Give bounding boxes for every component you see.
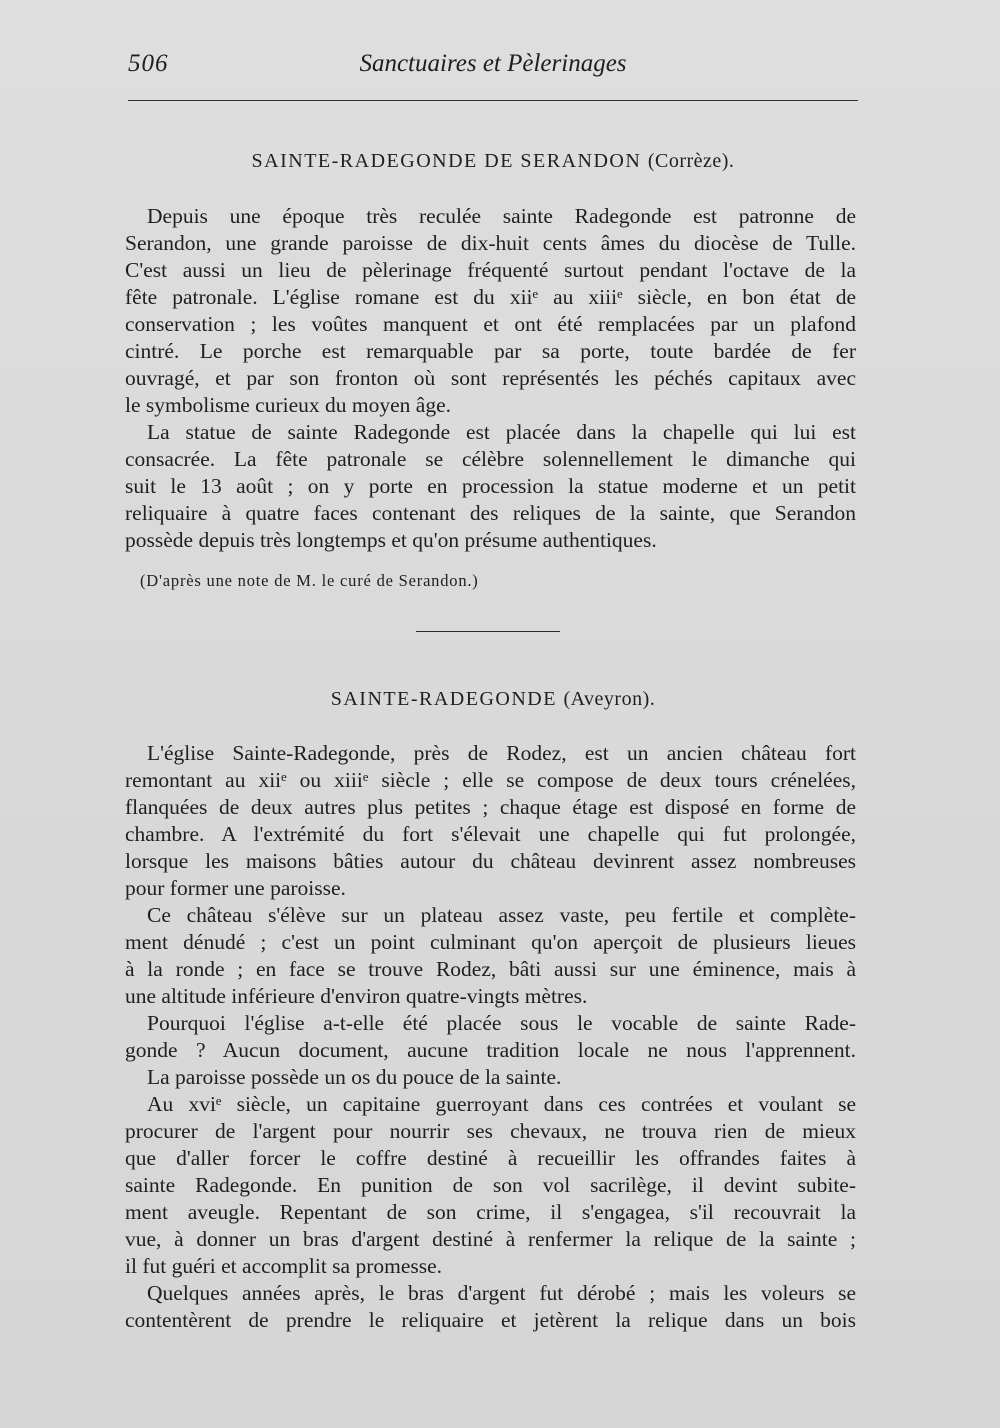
- text-line: une altitude inférieure d'environ quatre-vingts mètres.: [125, 984, 588, 1008]
- text-line: La paroisse possède un os du pouce de la sainte.: [147, 1065, 562, 1089]
- text-line: à la ronde ; en face se trouve Rodez, bâti aussi sur une éminence, mais à: [125, 957, 856, 981]
- section-divider: [416, 631, 560, 632]
- text-line: consacrée. La fête patronale se célèbre solennellement le dimanche qui: [125, 447, 856, 471]
- section-region: (Corrèze).: [647, 150, 735, 172]
- header-rule: [128, 100, 858, 101]
- text-line: fête patronale. L'église romane est du xiiᵉ au xiiiᵉ siècle, en bon état de: [125, 285, 856, 309]
- text-line: remontant au xiiᵉ ou xiiiᵉ siècle ; elle se compose de deux tours crénelées,: [125, 768, 856, 792]
- text-line: C'est aussi un lieu de pèlerinage fréquenté surtout pendant l'octave de la: [125, 258, 856, 282]
- text-line: que d'aller forcer le coffre destiné à recueillir les offrandes faites à: [125, 1146, 856, 1170]
- text-line: ment aveugle. Repentant de son crime, il s'engagea, s'il recouvrait la: [125, 1200, 856, 1224]
- section-region: (Aveyron).: [563, 688, 656, 710]
- text-line: Serandon, une grande paroisse de dix-huit cents âmes du diocèse de Tulle.: [125, 231, 856, 255]
- text-line: L'église Sainte-Radegonde, près de Rodez, est un ancien château fort: [147, 741, 856, 765]
- section-heading-aveyron: [128, 688, 858, 711]
- section-body-aveyron: [125, 740, 856, 1334]
- text-line: le symbolisme curieux du moyen âge.: [125, 393, 452, 417]
- text-line: chambre. A l'extrémité du fort s'élevait une chapelle qui fut prolongée,: [125, 822, 856, 846]
- text-line: cintré. Le porche est remarquable par sa porte, toute bardée de fer: [125, 339, 856, 363]
- text-line: Ce château s'élève sur un plateau assez vaste, peu fertile et complète-: [147, 903, 856, 927]
- section-title: SAINTE-RADEGONDE: [330, 688, 557, 710]
- section-title: SAINTE-RADEGONDE DE SERANDON: [251, 150, 642, 172]
- text-line: pour former une paroisse.: [125, 876, 346, 900]
- section-body-serandon: [125, 203, 856, 554]
- text-line: suit le 13 août ; on y porte en procession la statue moderne et un petit: [125, 474, 856, 498]
- text-line: La statue de sainte Radegonde est placée dans la chapelle qui lui est: [147, 420, 856, 444]
- text-line: contentèrent de prendre le reliquaire et jetèrent la relique dans un bois: [125, 1308, 856, 1332]
- text-line: sainte Radegonde. En punition de son vol sacrilège, il devint subite-: [125, 1173, 856, 1197]
- text-line: lorsque les maisons bâties autour du château devinrent assez nombreuses: [125, 849, 856, 873]
- text-line: Pourquoi l'église a-t-elle été placée sous le vocable de sainte Rade-: [147, 1011, 856, 1035]
- text-line: possède depuis très longtemps et qu'on présume authentiques.: [125, 528, 657, 552]
- source-note: (D'après une note de M. le curé de Serandon.): [140, 571, 479, 590]
- text-line: procurer de l'argent pour nourrir ses chevaux, ne trouva rien de mieux: [125, 1119, 856, 1143]
- text-line: conservation ; les voûtes manquent et ont été remplacées par un plafond: [125, 312, 856, 336]
- text-line: ment dénudé ; c'est un point culminant qu'on aperçoit de plusieurs lieues: [125, 930, 856, 954]
- running-head: [128, 50, 858, 90]
- text-line: Au xviᵉ siècle, un capitaine guerroyant dans ces contrées et voulant se: [147, 1092, 856, 1116]
- running-title: Sanctuaires et Pèlerinages: [359, 50, 627, 77]
- text-line: gonde ? Aucun document, aucune tradition locale ne nous l'apprennent.: [125, 1038, 856, 1062]
- section-heading-serandon: [128, 150, 858, 173]
- page-number: 506: [128, 50, 169, 77]
- text-line: ouvragé, et par son fronton où sont représentés les péchés capitaux avec: [125, 366, 856, 390]
- text-line: Depuis une époque très reculée sainte Radegonde est patronne de: [147, 204, 856, 228]
- text-line: Quelques années après, le bras d'argent fut dérobé ; mais les voleurs se: [147, 1281, 856, 1305]
- text-line: reliquaire à quatre faces contenant des reliques de la sainte, que Serandon: [125, 501, 856, 525]
- text-line: flanquées de deux autres plus petites ; chaque étage est disposé en forme de: [125, 795, 856, 819]
- text-line: il fut guéri et accomplit sa promesse.: [125, 1254, 443, 1278]
- text-line: vue, à donner un bras d'argent destiné à renfermer la relique de la sainte ;: [125, 1227, 856, 1251]
